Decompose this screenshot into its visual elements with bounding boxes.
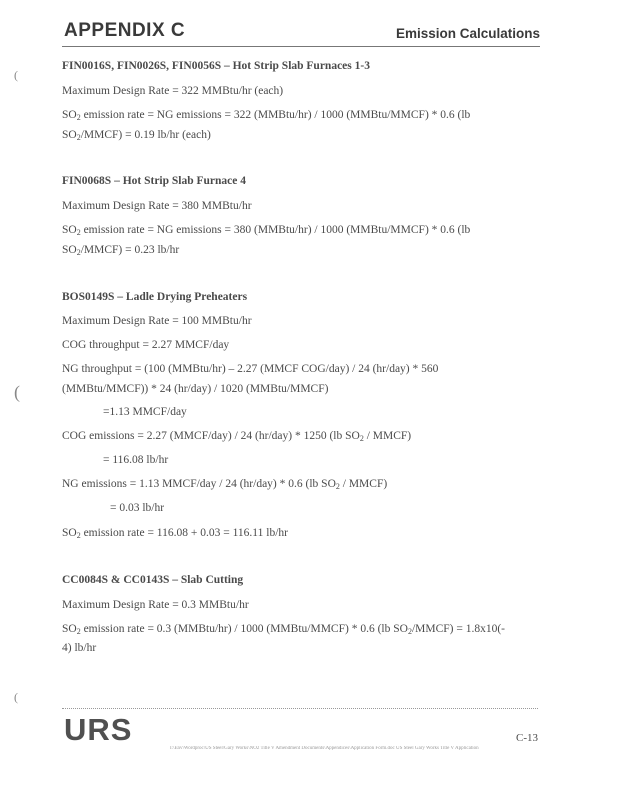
header-rule: [62, 46, 540, 47]
body-line: Maximum Design Rate = 100 MMBtu/hr: [62, 315, 252, 327]
margin-mark: (: [14, 68, 18, 82]
body-line: $SO_2/MMCF) = 0.23$ lb/hr: [62, 244, 180, 257]
body-line: NG throughput = (100 (MMBtu/hr) – 2.27 (MMCF COG/day) / 24 (hr/day) * 560: [62, 363, 439, 375]
page-number: C-13: [516, 732, 538, 744]
body-line: $SO_2$ emission rate = 0.3 (MMBtu/hr) / 1000 (MMBtu/MMCF) * 0.6 (lb $SO_2/MMCF) = 1.8x10(-$: [62, 623, 505, 636]
section-title: Emission Calculations: [395, 26, 540, 41]
footer-note: I:\Env\Wordproc\US Steel\Gary Works\NO2 Title V Amendment Documents\Appendices\Application Form.doc US Steel Gary Works Title V Application: [170, 746, 479, 751]
company-logo: URS: [64, 712, 133, 747]
appendix-title: APPENDIX C: [64, 20, 186, 41]
body-line: NG emissions = 1.13 MMCF/day / 24 (hr/day) * 0.6 (lb $SO_2$ / MMCF): [62, 478, 388, 491]
body-line: = 116.08 lb/hr: [103, 454, 169, 466]
section-heading: FIN0016S, FIN0026S, FIN0056S – Hot Strip Slab Furnaces 1-3: [62, 60, 370, 72]
body-line: COG emissions = 2.27 (MMCF/day) / 24 (hr/day) * 1250 (lb $SO_2$ / MMCF): [62, 430, 412, 443]
body-line: $SO_2$ emission rate = 116.08 + 0.03 = 116.11 lb/hr: [62, 527, 288, 540]
margin-mark: (: [14, 382, 20, 402]
body-line: COG throughput = 2.27 MMCF/day: [62, 339, 230, 351]
body-line: Maximum Design Rate = 380 MMBtu/hr: [62, 200, 252, 212]
body-line: $SO_2$ emission rate = NG emissions = 380 (MMBtu/hr) / 1000 (MMBtu/MMCF) * 0.6 (lb: [62, 224, 471, 237]
body-line: =1.13 MMCF/day: [103, 406, 187, 418]
body-line: $SO_2/MMCF) = 0.19$ lb/hr (each): [62, 129, 211, 142]
section-heading: CC0084S & CC0143S – Slab Cutting: [62, 574, 244, 586]
body-line: (MMBtu/MMCF)) * 24 (hr/day) / 1020 (MMBtu/MMCF): [62, 383, 329, 395]
section-heading: BOS0149S – Ladle Drying Preheaters: [62, 291, 248, 303]
section-heading: FIN0068S – Hot Strip Slab Furnace 4: [62, 175, 247, 187]
body-line: 4) lb/hr: [62, 642, 97, 654]
footer-rule: [62, 708, 538, 709]
body-line: $SO_2$ emission rate = NG emissions = 322 (MMBtu/hr) / 1000 (MMBtu/MMCF) * 0.6 (lb: [62, 109, 471, 122]
body-line: Maximum Design Rate = 0.3 MMBtu/hr: [62, 599, 249, 611]
margin-mark: (: [14, 690, 18, 704]
body-line: = 0.03 lb/hr: [110, 502, 165, 514]
body-line: Maximum Design Rate = 322 MMBtu/hr (each): [62, 85, 284, 97]
